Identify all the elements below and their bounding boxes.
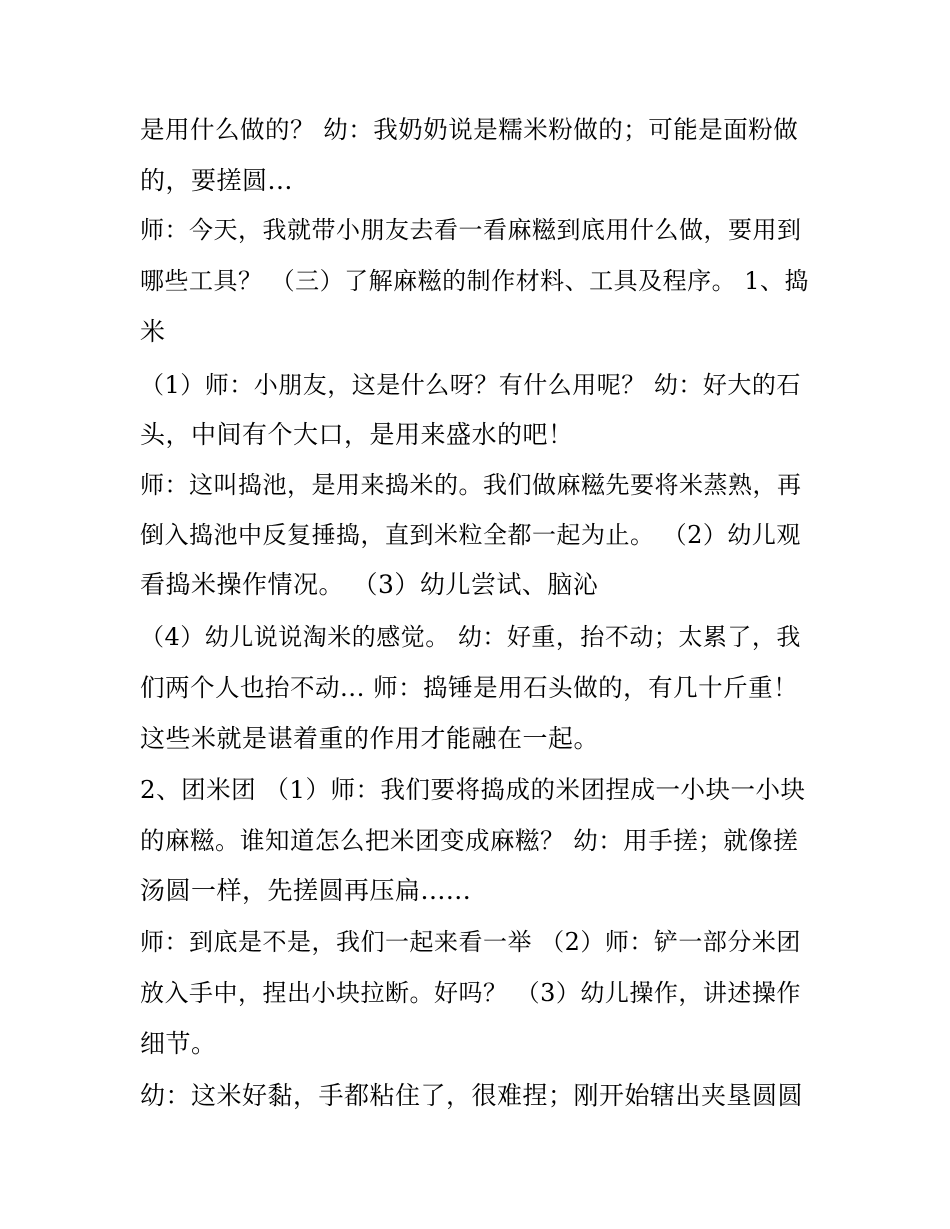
text-line-20: 幼：这米好黏，手都粘住了，很难捏；刚开始辖出夹垦圆圆 [140, 1081, 804, 1110]
text-line-2: 的，要搓圆... [140, 166, 293, 195]
text-line-1: 是用什么做的？ 幼：我奶奶说是糯米粉做的；可能是面粉做 [140, 115, 799, 144]
text-line-16: 汤圆一样，先搓圆再压扁...... [140, 876, 472, 905]
text-line-6: （1）师：小朋友，这是什么呀？有什么用呢？ 幼：好大的石 [140, 371, 801, 399]
text-line-7: 头，中间有个大口，是用来盛水的吧！ [140, 420, 574, 449]
text-line-13: 这些米就是谌着重的作用才能融在一起。 [140, 724, 600, 753]
text-line-8: 师：这叫捣池，是用来捣米的。我们做麻糍先要将米蒸熟，再 [140, 471, 802, 499]
text-line-17: 师：到底是不是，我们一起来看一举 （2）师：铲一部分米团 [140, 928, 801, 956]
text-line-18: 放入手中，捏出小块拉断。好吗？ （3）幼儿操作，讲述操作 [140, 979, 801, 1007]
text-line-9: 倒入捣池中反复捶捣，直到米粒全都一起为止。 （2）幼儿观 [140, 521, 801, 549]
text-line-10: 看捣米操作情况。 （3）幼儿尝试、脑沁 [140, 570, 599, 599]
text-line-5: 米 [140, 317, 166, 346]
text-line-3: 师：今天，我就带小朋友去看一看麻糍到底用什么做，要用到 [140, 216, 802, 244]
text-line-12: 们两个人也抬不动... 师：捣锤是用石头做的，有几十斤重！ [140, 673, 799, 702]
text-line-11: （4）幼儿说说淘米的感觉。 幼：好重，抬不动；太累了，我 [140, 623, 801, 651]
text-line-14: 2、团米团 （1）师：我们要将捣成的米团捏成一小块一小块 [140, 775, 806, 804]
text-line-15: 的麻糍。谁知道怎么把米团变成麻糍？ 幼：用手搓；就像搓 [140, 826, 799, 855]
text-line-4: 哪些工具？ （三）了解麻糍的制作材料、工具及程序。 1、捣 [140, 267, 810, 295]
text-line-19: 细节。 [140, 1029, 217, 1058]
